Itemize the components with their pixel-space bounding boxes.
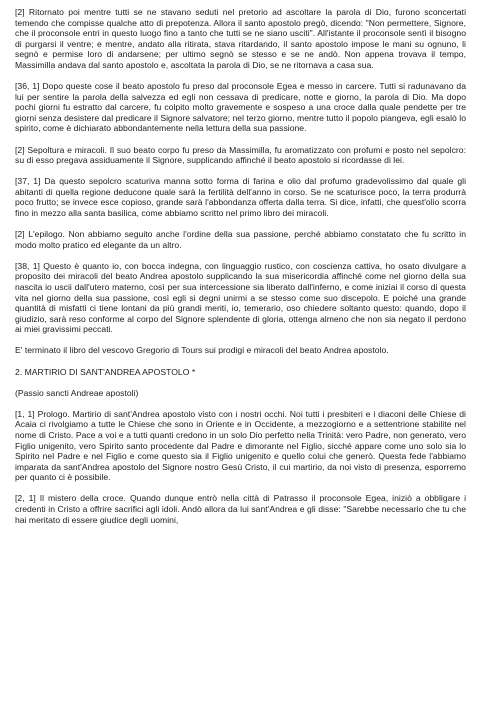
paragraph-passion-2: [2] Ritornato poi mentre tutti se ne stavano seduti nel pretorio ad ascoltare la parola di Dio, furono sconcertati temendo che compisse qualche atto di prepotenza. Allora il santo apostolo pregò, dicendo: "Non permettere, Signore, che il proconsole entri in questo luogo fino a tanto che tutti se ne siano usciti". All'istante il proconsole sentì il bisogno di purgarsi il ventre; e mentre, andato alla ritirata, stava ritardando, il santo apostolo impose le mani su ognuno, li segnò e permise loro di andarsene; per ultimo segnò se stesso e se ne andò. Non appena trovava il tempo, Massimilla andava dal santo apostolo e, ascoltata la parola di Dio, se ne ritornava a casa sua. <box>15 7 466 70</box>
section-subtitle: (Passio sancti Andreae apostoli) <box>15 387 139 398</box>
paragraph-36-1: [36, 1] Dopo queste cose il beato apostolo fu preso dal proconsole Egea e messo in carcere. Tutti si radunavano da lui per sentire la parola della salvezza ed egli non cessava di predicare, notte e giorno, la parola di Dio. Ma dopo pochi giorni fu estratto dal carcere, fu colpito molto gravemente e sospeso a una croce dalla quale pendette per tre giorni senza desistere dal predicare il Signore salvatore; nel terzo giorno, mentre tutto il popolo piangeva, egli esalò lo spirito, come è dichiarato abbondantemente nella lettura della sua passione. <box>15 81 466 134</box>
paragraph-37-1: [37, 1] Da questo sepolcro scaturiva manna sotto forma di farina e olio dal profumo gradevolissimo dal quale gli abitanti di quella regione deducone quale sarà la fertilità dell'anno in corso. Se ne scaturisce poco, la terra produrrà poco frutto; se invece esce copioso, grande sarà l'abbondanza offerta dalla terra. Si dice, infatti, che quest'olio scorra fino in mezzo alla santa basilica, come abbiamo scritto nel primo libro dei miracoli. <box>15 176 466 218</box>
paragraph-epilogo: [2] L'epilogo. Non abbiamo seguito anche l'ordine della sua passione, perché abbiamo constatato che fu scritto in modo molto pratico ed elegante da un altro. <box>15 229 466 250</box>
section-heading: 2. MARTIRIO DI SANT'ANDREA APOSTOLO * <box>15 366 196 377</box>
paragraph-sepoltura: [2] Sepoltura e miracoli. Il suo beato corpo fu preso da Massimilla, fu aromatizzato con profumi e posto nel sepolcro: su di esso pregava assiduamente il Signore, supplicando affinché il beato apostolo si ricordasse di lei. <box>15 144 466 166</box>
paragraph-38-1: [38, 1] Questo è quanto io, con bocca indegna, con linguaggio rustico, con coscienza cattiva, ho osato divulgare a proposito dei miracoli del beato Andrea apostolo supplicando la sua misericordia affinché come nel giorno della sua nascita io uscii dall'utero materno, così per sua intercessione sia liberato dall'inferno, e come iniziai il corso di questa vita nel giorno della sua passione, così egli si degni unirmi a se stesso come suo discepolo. E poiché una grande quantità di misfatti ci tiene lontani da più grandi meriti, io, temerario, oso chiedere soltanto questo: quando, dopo il giudizio, sarà reso conforme al corpo del Signore splendente di gloria, ottenga almeno che non sia negato il perdono ai miei gravissimi peccati. <box>15 260 466 335</box>
paragraph-2-1-mistero: [2, 1] Il mistero della croce. Quando dunque entrò nella città di Patrasso il proconsole Egea, iniziò a obbligare i credenti in Cristo a offrire sacrifici agli idoli. Andò allora da lui sant'Andrea e gli disse: "Sarebbe necessario che tu che hai meritato di essere giudice degli uomini, <box>15 493 466 525</box>
paragraph-closing: E' terminato il libro del vescovo Gregorio di Tours sui prodigi e miracoli del beato Andrea apostolo. <box>15 345 389 356</box>
paragraph-1-1-prologo: [1, 1] Prologo. Martirio di sant'Andrea apostolo visto con i nostri occhi. Noi tutti i presbiteri e i diaconi delle Chiese di Acaia ci rivolgiamo a tutte le Chiese che sono in Oriente e in Occidente, a mezzogiorno e a settentrione stabilite nel nome di Cristo. Pace a voi e a tutti quanti credono in un solo Dio perfetto nella Trinità: vero Padre, non generato, vero Figlio unigenito, vero Spirito santo procedente dal Padre e dimorante nel Figlio, sicché appare come uno solo sia lo Spirito nel Padre e nel Figlio e come questo sia il Figlio unigenito e quello colui che generò. Questa fede l'abbiamo imparata da sant'Andrea apostolo del Signore nostro Gesù Cristo, il cui martirio, da noi visto di presenza, esporremo per quanto ci è possibile. <box>15 408 466 483</box>
